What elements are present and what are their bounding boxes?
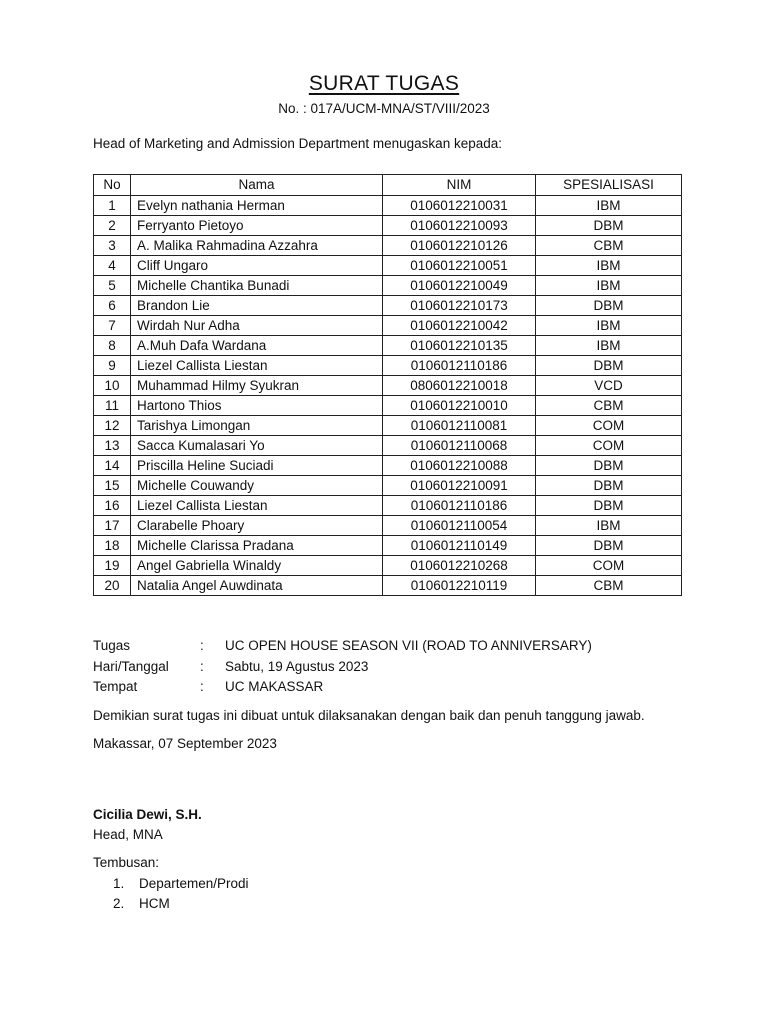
cell-nim: 0106012210119 [383,576,536,596]
cell-no: 12 [94,416,131,436]
cell-no: 4 [94,256,131,276]
cell-nama: A. Malika Rahmadina Azzahra [131,236,383,256]
place-date: Makassar, 07 September 2023 [93,736,277,751]
cell-nama: Priscilla Heline Suciadi [131,456,383,476]
cell-nama: Hartono Thios [131,396,383,416]
cc-list [113,874,249,914]
cell-nim: 0106012210010 [383,396,536,416]
cell-nim: 0106012110186 [383,496,536,516]
cell-nama: Brandon Lie [131,296,383,316]
detail-value: UC MAKASSAR [225,679,324,694]
table-row [94,196,682,216]
cell-no: 3 [94,236,131,256]
cc-item-number: 2. [113,896,125,911]
table-row [94,536,682,556]
table-row [94,416,682,436]
cell-no: 14 [94,456,131,476]
cell-nim: 0106012210088 [383,456,536,476]
cell-no: 16 [94,496,131,516]
detail-colon: : [200,658,204,674]
cell-no: 2 [94,216,131,236]
table-row [94,496,682,516]
table-row [94,316,682,336]
cell-spesialisasi: IBM [536,316,682,336]
cell-spesialisasi: DBM [536,216,682,236]
cell-nim: 0106012210091 [383,476,536,496]
cc-item-text: HCM [139,896,170,911]
cell-no: 19 [94,556,131,576]
cell-nim: 0106012210268 [383,556,536,576]
cell-nim: 0106012110186 [383,356,536,376]
cell-no: 15 [94,476,131,496]
cell-spesialisasi: COM [536,416,682,436]
header-spesialisasi: SPESIALISASI [536,175,682,196]
cell-nim: 0106012110054 [383,516,536,536]
cell-nama: Ferryanto Pietoyo [131,216,383,236]
detail-label: Tugas [93,638,131,653]
cell-spesialisasi: CBM [536,236,682,256]
intro-text: Head of Marketing and Admission Department menugaskan kepada: [93,136,502,151]
cell-spesialisasi: DBM [536,296,682,316]
table-row [94,396,682,416]
cell-no: 8 [94,336,131,356]
cell-spesialisasi: DBM [536,456,682,476]
closing-statement: Demikian surat tugas ini dibuat untuk dilaksanakan dengan baik dan penuh tanggung jawab. [93,708,645,723]
cell-nim: 0106012210126 [383,236,536,256]
cell-no: 17 [94,516,131,536]
cc-label: Tembusan: [93,855,160,870]
cell-nama: Muhammad Hilmy Syukran [131,376,383,396]
cell-nim: 0806012210018 [383,376,536,396]
table-row [94,576,682,596]
table-row [94,256,682,276]
header-nim: NIM [383,175,536,196]
detail-row-tempat [93,677,592,698]
cell-spesialisasi: DBM [536,496,682,516]
cell-nama: Tarishya Limongan [131,416,383,436]
cc-item-text: Departemen/Prodi [139,876,249,891]
cell-spesialisasi: IBM [536,276,682,296]
cell-no: 10 [94,376,131,396]
cell-nama: Liezel Callista Liestan [131,356,383,376]
table-body [94,196,682,596]
cell-spesialisasi: DBM [536,356,682,376]
cell-nama: Evelyn nathania Herman [131,196,383,216]
document-number: No. : 017A/UCM-MNA/ST/VIII/2023 [278,101,490,116]
cell-nim: 0106012210051 [383,256,536,276]
cell-no: 6 [94,296,131,316]
table-row [94,276,682,296]
table-header-row [94,175,682,196]
cell-nama: Michelle Couwandy [131,476,383,496]
cell-spesialisasi: VCD [536,376,682,396]
cell-nama: Wirdah Nur Adha [131,316,383,336]
cell-nim: 0106012210135 [383,336,536,356]
cc-item-number: 1. [113,876,125,891]
cell-nama: Michelle Chantika Bunadi [131,276,383,296]
table-row [94,516,682,536]
cell-spesialisasi: IBM [536,516,682,536]
detail-value: UC OPEN HOUSE SEASON VII (ROAD TO ANNIVERSARY) [225,638,592,653]
cell-no: 20 [94,576,131,596]
cell-nama: Clarabelle Phoary [131,516,383,536]
cell-no: 13 [94,436,131,456]
cell-nim: 0106012210049 [383,276,536,296]
cell-nama: Cliff Ungaro [131,256,383,276]
table-row [94,216,682,236]
cc-item [113,894,249,914]
cell-no: 5 [94,276,131,296]
header-nama: Nama [131,175,383,196]
detail-label: Hari/Tanggal [93,658,169,674]
signer-role: Head, MNA [93,827,163,842]
cell-nim: 0106012110149 [383,536,536,556]
table-row [94,376,682,396]
cell-spesialisasi: IBM [536,336,682,356]
cell-nim: 0106012210031 [383,196,536,216]
signer-name: Cicilia Dewi, S.H. [93,807,202,822]
cell-spesialisasi: DBM [536,536,682,556]
table-row [94,236,682,256]
cell-nama: A.Muh Dafa Wardana [131,336,383,356]
cell-nama: Natalia Angel Auwdinata [131,576,383,596]
table-row [94,296,682,316]
detail-colon: : [200,638,204,653]
cell-no: 7 [94,316,131,336]
cell-spesialisasi: CBM [536,396,682,416]
table-row [94,456,682,476]
cell-spesialisasi: CBM [536,576,682,596]
cell-nim: 0106012110081 [383,416,536,436]
cell-spesialisasi: IBM [536,196,682,216]
cell-spesialisasi: COM [536,436,682,456]
cell-no: 18 [94,536,131,556]
cell-nama: Michelle Clarissa Pradana [131,536,383,556]
cell-nama: Angel Gabriella Winaldy [131,556,383,576]
cell-no: 9 [94,356,131,376]
cell-no: 11 [94,396,131,416]
cell-nama: Sacca Kumalasari Yo [131,436,383,456]
detail-value: Sabtu, 19 Agustus 2023 [225,658,369,674]
cell-nim: 0106012110068 [383,436,536,456]
cell-spesialisasi: COM [536,556,682,576]
header-no: No [94,175,131,196]
cell-nim: 0106012210173 [383,296,536,316]
cell-nim: 0106012210093 [383,216,536,236]
assignment-table [93,174,682,596]
table-row [94,556,682,576]
cell-nim: 0106012210042 [383,316,536,336]
detail-label: Tempat [93,679,138,694]
cc-item [113,874,249,894]
document-title: SURAT TUGAS [308,72,460,95]
table-row [94,336,682,356]
detail-row-hari-tanggal [93,657,592,678]
cell-nama: Liezel Callista Liestan [131,496,383,516]
detail-colon: : [200,679,204,694]
detail-row-tugas [93,636,592,657]
cell-spesialisasi: IBM [536,256,682,276]
assignment-details [93,636,592,698]
table-row [94,476,682,496]
cell-spesialisasi: DBM [536,476,682,496]
table-row [94,436,682,456]
table-row [94,356,682,376]
cell-no: 1 [94,196,131,216]
